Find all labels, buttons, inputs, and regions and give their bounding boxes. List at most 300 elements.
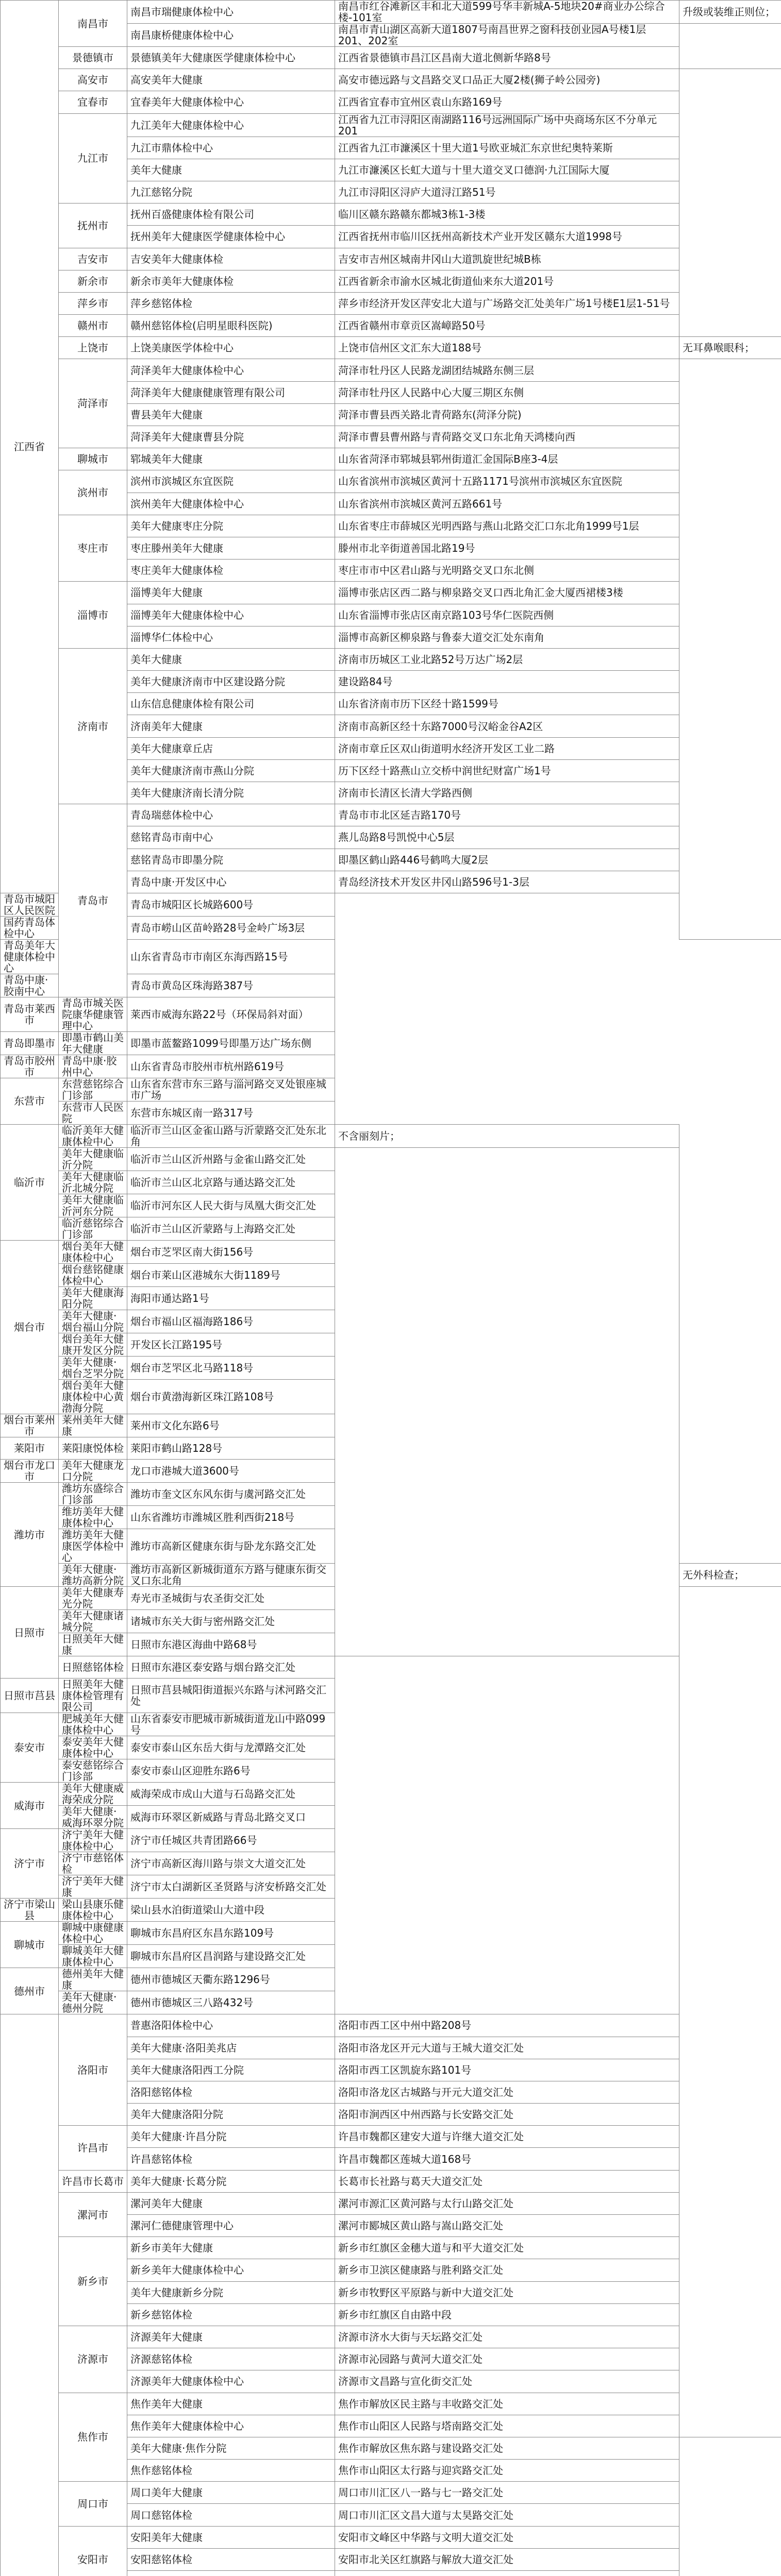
clinic-name-cell: 青岛中康·胶州中心: [59, 1055, 127, 1078]
address-cell: [335, 2571, 679, 2576]
city-cell: 景德镇市: [59, 47, 127, 69]
clinic-name-cell: 泰安美年大健康体检中心: [59, 1736, 127, 1759]
address-cell: 建设路84号: [335, 671, 679, 693]
clinic-name-cell: 维坊美年大健康体检中心: [59, 1506, 127, 1529]
address-cell: 威海荣成市成山大道与石岛路交汇处: [127, 1783, 335, 1806]
clinic-name-cell: 青岛中康·胶南中心: [1, 974, 59, 997]
table-row: [1, 1806, 781, 1829]
address-cell: 许昌市魏都区莲城大道168号: [335, 2148, 679, 2170]
table-row: [1, 292, 781, 314]
address-cell: 菏泽市曹县曹州路与青荷路交叉口东北角天鸿楼向西: [335, 426, 679, 448]
clinic-name-cell: 美年大健康新乡分院: [127, 2281, 335, 2303]
clinic-name-cell: 淄博华仁体检中心: [127, 626, 335, 648]
address-cell: 山东省菏泽市郓城县郓州街道汇金国际B座3-4层: [335, 448, 679, 470]
table-row: [1, 1124, 781, 1147]
clinic-name-cell: 曹县美年大健康: [127, 403, 335, 426]
clinic-name-cell: 高安美年大健康: [127, 69, 335, 91]
address-cell: 上饶市信州区文汇东大道188号: [335, 337, 679, 359]
province-cell: 江西省: [1, 1, 59, 893]
clinic-name-cell: 日照美年大健康: [59, 1633, 127, 1656]
address-cell: 江西省九江市浔阳区南湖路116号远洲国际广场中央商场东区不分单元201: [335, 113, 679, 137]
clinic-name-cell: 洛阳慈铭体检: [127, 2081, 335, 2103]
table-row: [1, 1736, 781, 1759]
address-cell: 青岛市市北区延吉路170号: [335, 804, 679, 826]
clinic-name-cell: 美年大健康龙口分院: [59, 1460, 127, 1483]
address-cell: 济宁市任城区共青团路66号: [127, 1829, 335, 1852]
address-cell: 烟台市福山区福海路186号: [127, 1310, 335, 1333]
address-cell: 临川区赣东路赣东都城3栋1-3楼: [335, 204, 679, 226]
address-cell: 梁山县水泊街道梁山大道中段: [127, 1899, 335, 1922]
table-row: [1, 1055, 781, 1078]
clinic-list-body: [1, 1, 781, 2576]
clinic-name-cell: 泰安慈铭综合门诊部: [59, 1759, 127, 1783]
address-cell: 高安市德远路与文昌路交叉口品正大厦2楼(狮子岭公园旁): [335, 69, 679, 91]
clinic-name-cell: 景德镇美年大健康医学健康体检中心: [127, 47, 335, 69]
address-cell: 菏泽市牡丹区人民路中心大厦三期区东侧: [335, 381, 679, 403]
table-row: [1, 1101, 781, 1124]
remark-cell: [335, 1147, 679, 1656]
city-cell: 菏泽市: [59, 359, 127, 448]
province-cell: [1, 2014, 59, 2576]
address-cell: 安阳市文峰区中华路与文明大道交汇处: [335, 2526, 679, 2548]
table-row: [1, 1899, 781, 1922]
city-cell: 济南市: [59, 648, 127, 804]
address-cell: 安阳市北关区红旗路与解放大道交汇处: [335, 2548, 679, 2570]
address-cell: 菏泽市牡丹区人民路龙湖团结城路东侧三层: [335, 359, 679, 381]
address-cell: 山东省潍坊市潍城区胜利西街218号: [127, 1506, 335, 1529]
clinic-name-cell: 国药青岛体检中心: [1, 916, 59, 939]
table-row: [1, 515, 781, 537]
table-row: [1, 1968, 781, 1991]
address-cell: 日照市东港区泰安路与烟台路交汇处: [127, 1656, 335, 1679]
clinic-name-cell: 慈铭青岛市即墨分院: [127, 849, 335, 871]
city-cell: 烟台市龙口市: [1, 1460, 59, 1483]
clinic-name-cell: 潍坊东盛综合门诊部: [59, 1483, 127, 1506]
address-cell: 吉安市吉州区城南井冈山大道凯旋世纪城B栋: [335, 248, 679, 270]
address-cell: 德州市德城区天衢东路1296号: [127, 1968, 335, 1991]
city-cell: 济宁市: [1, 1829, 59, 1899]
address-cell: 山东省青岛市胶州市杭州路619号: [127, 1055, 335, 1078]
table-row: [1, 1759, 781, 1783]
address-cell: 临沂市兰山区沂蒙路与上海路交汇处: [127, 1217, 335, 1240]
address-cell: 莱州市文化东路6号: [127, 1414, 335, 1437]
clinic-name-cell: 新乡慈铭体检: [127, 2303, 335, 2326]
address-cell: 济南市高新区经十东路7000号汉峪金谷A2区: [335, 715, 679, 737]
clinic-name-cell: 临沂美年大健康体检中心: [59, 1124, 127, 1147]
city-cell: 德州市: [1, 1968, 59, 2014]
clinic-name-cell: 郓城美年大健康: [127, 448, 335, 470]
clinic-name-cell: 济源慈铭体检: [127, 2348, 335, 2370]
clinic-name-cell: 许昌慈铭体检: [127, 2148, 335, 2170]
city-cell: 莱阳市: [1, 1437, 59, 1459]
clinic-name-cell: 吉安美年大健康体检: [127, 248, 335, 270]
clinic-name-cell: 聊城美年大健康体检中心: [59, 1945, 127, 1968]
table-row: [1, 1922, 781, 1945]
address-cell: 许昌市魏都区建安大道与许继大道交汇处: [335, 2126, 679, 2148]
clinic-name-cell: 焦作美年大健康: [127, 2393, 335, 2415]
city-cell: 周口市: [59, 2482, 127, 2526]
address-cell: 聊城市东昌府区东昌东路109号: [127, 1922, 335, 1945]
table-row: [1, 1945, 781, 1968]
table-row: [1, 270, 781, 292]
address-cell: 东营市东城区南一路317号: [127, 1101, 335, 1124]
city-cell: 南昌市: [59, 1, 127, 47]
address-cell: 山东省滨州市滨城区黄河十五路1171号滨州市滨城区东宜医院: [335, 470, 679, 493]
address-cell: 漯河市郾城区黄山路与嵩山路交汇处: [335, 2215, 679, 2237]
remark-cell: [679, 24, 781, 69]
clinic-name-cell: 美年大健康枣庄分院: [127, 515, 335, 537]
address-cell: 山东省淄博市张店区南京路103号华仁医院西侧: [335, 604, 679, 626]
address-cell: 潍坊市奎文区东风东街与虞河路交汇处: [127, 1483, 335, 1506]
clinic-name-cell: 上饶美康医学体检中心: [127, 337, 335, 359]
address-cell: 江西省九江市濂溪区十里大道1号欧亚城汇东京世纪奥特莱斯: [335, 137, 679, 159]
table-row: [1, 2393, 781, 2415]
address-cell: 周口市川汇区文昌大道与太昊路交汇处: [335, 2504, 679, 2526]
address-cell: 山东省滨州市滨城区黄河五路661号: [335, 493, 679, 515]
address-cell: 长葛市长社路与葛天大道交汇处: [335, 2170, 679, 2192]
clinic-name-cell: 萍乡慈铭体检: [127, 292, 335, 314]
city-cell: 抚州市: [59, 204, 127, 248]
address-cell: 新乡市红旗区金穗大道与和平大道交汇处: [335, 2237, 679, 2259]
address-cell: 洛阳市涧西区中州西路与长安路交汇处: [335, 2104, 679, 2126]
clinic-name-cell: 新乡美年大健康体检中心: [127, 2259, 335, 2281]
clinic-name-cell: 滨州美年大健康体检中心: [127, 493, 335, 515]
clinic-name-cell: 美年大健康海阳分院: [59, 1286, 127, 1310]
city-cell: 许昌市: [59, 2126, 127, 2170]
address-cell: 开发区长江路195号: [127, 1333, 335, 1356]
city-cell: 济源市: [59, 2326, 127, 2393]
clinic-name-cell: 济宁市慈铭体检: [59, 1852, 127, 1875]
table-row: [1, 1078, 781, 1101]
clinic-name-cell: 赣州慈铭体检(启明星眼科医院): [127, 315, 335, 337]
clinic-name-cell: 安阳美年大健康: [127, 2526, 335, 2548]
address-cell: 洛阳市西工区凯旋东路101号: [335, 2059, 679, 2081]
clinic-name-cell: 莱州美年大健康: [59, 1414, 127, 1437]
address-cell: 焦作市山阳区人民路与塔南路交汇处: [335, 2415, 679, 2437]
table-row: [1, 582, 781, 604]
table-row: [1, 1875, 781, 1899]
clinic-name-cell: 青岛市城关医院康华健康管理中心: [59, 997, 127, 1031]
address-cell: 周口市川汇区八一路与七一路交汇处: [335, 2482, 679, 2504]
city-cell: 烟台市: [1, 1240, 59, 1414]
table-row: [1, 2170, 781, 2192]
table-row: [1, 1829, 781, 1852]
city-cell: 安阳市: [59, 2526, 127, 2576]
city-cell: 泰安市: [1, 1713, 59, 1783]
remark-cell: 无外科检查；: [679, 1564, 781, 1587]
address-cell: 泰安市泰山区东岳大街与龙潭路交汇处: [127, 1736, 335, 1759]
table-row: [1, 337, 781, 359]
address-cell: 即墨市蓝鳌路1099号即墨万达广场东侧: [127, 1031, 335, 1055]
address-cell: 莱西市威海东路22号（环保局斜对面）: [127, 997, 335, 1031]
city-cell: 日照市: [1, 1587, 59, 1679]
address-cell: 淄博市高新区柳泉路与鲁泰大道交汇处东南角: [335, 626, 679, 648]
address-cell: 济源市济水大街与天坛路交汇处: [335, 2326, 679, 2348]
clinic-name-cell: 美年大健康: [127, 648, 335, 670]
city-cell: 宜春市: [59, 91, 127, 113]
address-cell: 洛阳市西工区中州中路208号: [335, 2014, 679, 2037]
clinic-name-cell: 九江美年大健康体检中心: [127, 113, 335, 137]
clinic-name-cell: 美年大健康诸城分院: [59, 1610, 127, 1633]
table-row: [1, 2192, 781, 2214]
clinic-name-cell: 青岛美年大健康体检中心: [1, 939, 59, 974]
table-row: [1, 204, 781, 226]
clinic-name-cell: 美年大健康济南市中区建设路分院: [127, 671, 335, 693]
clinic-name-cell: 济宁美年大健康体检中心: [59, 1829, 127, 1852]
address-cell: 山东省泰安市肥城市新城街道龙山中路099号: [127, 1713, 335, 1736]
clinic-name-cell: 滨州市滨城区东宜医院: [127, 470, 335, 493]
address-cell: 龙口市港城大道3600号: [127, 1460, 335, 1483]
clinic-name-cell: 美年大健康章丘店: [127, 737, 335, 759]
clinic-name-cell: 临沂慈铭综合门诊部: [59, 1217, 127, 1240]
clinic-name-cell: 美年大健康·烟台福山分院: [59, 1310, 127, 1333]
clinic-name-cell: 抚州百盛健康体检有限公司: [127, 204, 335, 226]
clinic-name-cell: 美年大健康·长葛分院: [127, 2170, 335, 2192]
address-cell: 济南市历城区工业北路52号万达广场2层: [335, 648, 679, 670]
clinic-name-cell: 周口美年大健康: [127, 2482, 335, 2504]
clinic-name-cell: 美年大健康临沂分院: [59, 1147, 127, 1171]
clinic-name-cell: 九江慈铭分院: [127, 181, 335, 203]
clinic-name-cell: 南昌康桥健康体检中心: [127, 24, 335, 47]
clinic-name-cell: 菏泽美年大健康健康管理有限公司: [127, 381, 335, 403]
clinic-name-cell: 即墨市鹤山美年大健康: [59, 1031, 127, 1055]
address-cell: 洛阳市洛龙区古城路与开元大道交汇处: [335, 2081, 679, 2103]
table-row: [1, 804, 781, 826]
clinic-name-cell: 美年大健康·威海环翠分院: [59, 1806, 127, 1829]
address-cell: 南昌市青山湖区高新大道1807号南昌世界之窗科技创业园A号楼1层201、202室: [335, 24, 679, 47]
address-cell: 泰安市泰山区迎胜东路6号: [127, 1759, 335, 1783]
table-row: [1, 1783, 781, 1806]
remark-cell: 不含丽刻片；: [335, 1124, 679, 1147]
address-cell: 寿光市圣城街与农圣街交汇处: [127, 1587, 335, 1610]
table-row: [1, 248, 781, 270]
address-cell: 新乡市卫滨区健康路与胜利路交汇处: [335, 2259, 679, 2281]
table-row: [1, 47, 781, 69]
table-row: [1, 113, 781, 137]
city-cell: 吉安市: [59, 248, 127, 270]
clinic-name-cell: 抚州美年大健康医学健康体检中心: [127, 226, 335, 248]
clinic-name-cell: 济源美年大健康: [127, 2326, 335, 2348]
remark-cell: 升级或装维正则位；: [679, 1, 781, 24]
clinic-name-cell: 美年大健康洛阳西工分院: [127, 2059, 335, 2081]
table-row: [1, 2014, 781, 2037]
table-row: [1, 2237, 781, 2259]
clinic-name-cell: 济源美年大健康体检中心: [127, 2370, 335, 2393]
city-cell: 焦作市: [59, 2393, 127, 2482]
address-cell: 临沂市兰山区沂州路与金雀山路交汇处: [127, 1147, 335, 1171]
clinic-name-cell: 美年大健康济南长清分院: [127, 782, 335, 804]
address-cell: 九江市浔阳区浔庐大道浔江路51号: [335, 181, 679, 203]
address-cell: 江西省赣州市章贡区嵩嶂路50号: [335, 315, 679, 337]
table-row: [1, 470, 781, 493]
address-cell: 济南市章丘区双山街道明水经济开发区工业二路: [335, 737, 679, 759]
clinic-name-cell: 日照美年大健康体检管理有限公司: [59, 1679, 127, 1713]
address-cell: 即墨区鹤山路446号鹤鸣大厦2层: [335, 849, 679, 871]
address-cell: 江西省新余市渝水区城北街道仙来东大道201号: [335, 270, 679, 292]
address-cell: 烟台市莱山区港城东大街1189号: [127, 1263, 335, 1286]
clinic-name-cell: 聊城中康健康体检中心: [59, 1922, 127, 1945]
table-row: [1, 1679, 781, 1713]
city-cell: 枣庄市: [59, 515, 127, 582]
address-cell: 南昌市红谷滩新区丰和北大道599号华丰新城A-5地块20#商业办公综合楼-101室: [335, 1, 679, 24]
table-row: [1, 1, 781, 24]
address-cell: 漯河市源汇区黄河路与太行山路交汇处: [335, 2192, 679, 2214]
address-cell: 焦作市解放区焦东路与建设路交汇处: [335, 2437, 679, 2459]
clinic-name-cell: 美年大健康·烟台芝罘分院: [59, 1356, 127, 1379]
city-cell: 青岛市莱西市: [1, 997, 59, 1031]
city-cell: 聊城市: [1, 1922, 59, 1968]
address-cell: 海阳市通达路1号: [127, 1286, 335, 1310]
city-cell: 漯河市: [59, 2192, 127, 2236]
clinic-name-cell: 美年大健康临沂河东分院: [59, 1194, 127, 1217]
city-cell: 临沂市: [1, 1124, 59, 1240]
address-cell: 山东省青岛市市南区东海西路15号: [127, 939, 335, 974]
city-cell: 新余市: [59, 270, 127, 292]
table-row: [1, 648, 781, 670]
clinic-name-cell: 美年大健康: [127, 159, 335, 181]
address-cell: 日照市莒县城阳街道振兴东路与沭河路交汇处: [127, 1679, 335, 1713]
city-cell: 青岛市: [59, 804, 127, 997]
address-cell: 滕州市北辛街道善国北路19号: [335, 537, 679, 559]
clinic-name-cell: 菏泽美年大健康体检中心: [127, 359, 335, 381]
city-cell: 滨州市: [59, 470, 127, 515]
clinic-name-cell: 烟台美年大健康开发区分院: [59, 1333, 127, 1356]
clinic-name-cell: 新余市美年大健康体检: [127, 270, 335, 292]
address-cell: 燕儿岛路8号凯悦中心5层: [335, 826, 679, 849]
table-row: [1, 997, 781, 1031]
city-cell: 新乡市: [59, 2237, 127, 2326]
clinic-name-cell: 美年大健康寿光分院: [59, 1587, 127, 1610]
city-cell: 淄博市: [59, 582, 127, 649]
clinic-name-cell: 南昌市瑞健康体检中心: [127, 1, 335, 24]
clinic-name-cell: 潍坊美年大健康医学体检中心: [59, 1529, 127, 1564]
clinic-name-cell: 莱阳康悦体检: [59, 1437, 127, 1459]
clinic-name-cell: 美年大健康临沂北城分院: [59, 1171, 127, 1194]
address-cell: 聊城市东昌府区昌润路与建设路交汇处: [127, 1945, 335, 1968]
address-cell: 历下区经十路燕山立交桥中润世纪财富广场1号: [335, 759, 679, 782]
clinic-name-cell: 美年大健康洛阳分院: [127, 2104, 335, 2126]
table-row: [1, 315, 781, 337]
clinic-name-cell: [127, 2571, 335, 2576]
address-cell: 德州市德城区三八路432号: [127, 1991, 335, 2014]
remark-cell: [679, 359, 781, 940]
city-cell: 济宁市梁山县: [1, 1899, 59, 1922]
clinic-name-cell: 枣庄美年大健康体检: [127, 560, 335, 582]
address-cell: 青岛市崂山区苗岭路28号金岭广场3层: [127, 916, 335, 939]
clinic-name-cell: 山东信息健康体检有限公司: [127, 693, 335, 715]
address-cell: 莱阳市鹤山路128号: [127, 1437, 335, 1459]
table-row: [1, 1031, 781, 1055]
clinic-name-cell: 焦作美年大健康体检中心: [127, 2415, 335, 2437]
address-cell: 潍坊市高新区新城街道东方路与健康东街交叉口东北角: [127, 1564, 335, 1587]
table-row: [1, 1147, 781, 1171]
table-row: [1, 91, 781, 113]
address-cell: 济源市沁园路与黄河大道交汇处: [335, 2348, 679, 2370]
address-cell: 菏泽市曹县西关路北青荷路东(菏泽分院): [335, 403, 679, 426]
table-row: [1, 359, 781, 381]
address-cell: 江西省抚州市临川区抚州高新技术产业开发区赣东大道1998号: [335, 226, 679, 248]
table-row: [1, 1656, 781, 1679]
city-cell: 萍乡市: [59, 292, 127, 314]
table-row: [1, 2482, 781, 2504]
clinic-name-cell: 青岛中康·开发区中心: [127, 871, 335, 893]
address-cell: 萍乡市经济开发区萍安北大道与广场路交汇处美年广场1号楼E1层1-51号: [335, 292, 679, 314]
address-cell: 青岛市城阳区长城路600号: [127, 893, 335, 916]
clinic-name-cell: 新乡市美年大健康: [127, 2237, 335, 2259]
city-cell: 九江市: [59, 113, 127, 204]
clinic-name-cell: 淄博美年大健康: [127, 582, 335, 604]
address-cell: 烟台市芝罘区北马路118号: [127, 1356, 335, 1379]
address-cell: 临沂市兰山区金雀山路与沂蒙路交汇处东北角: [127, 1124, 335, 1147]
clinic-name-cell: 青岛瑞慈体检中心: [127, 804, 335, 826]
clinic-name-cell: 普惠洛阳体检中心: [127, 2014, 335, 2037]
city-cell: 许昌市长葛市: [59, 2170, 127, 2192]
clinic-name-cell: 美年大健康·焦作分院: [127, 2437, 335, 2459]
address-cell: 江西省景德镇市昌江区昌南大道北侧新华路8号: [335, 47, 679, 69]
clinic-name-cell: 焦作慈铭体检: [127, 2460, 335, 2482]
clinic-name-cell: 周口慈铭体检: [127, 2504, 335, 2526]
address-cell: 山东省枣庄市薛城区光明西路与燕山北路交汇口东北角1999号1层: [335, 515, 679, 537]
address-cell: 潍坊市高新区健康东街与卧龙东路交汇处: [127, 1529, 335, 1564]
city-cell: 高安市: [59, 69, 127, 91]
table-row: [1, 1713, 781, 1736]
table-row: [1, 2526, 781, 2548]
table-row: [1, 1991, 781, 2014]
clinic-name-cell: 东营慈铭综合门诊部: [59, 1078, 127, 1101]
clinic-name-cell: 德州美年大健康: [59, 1968, 127, 1991]
address-cell: 威海市环翠区新威路与青岛北路交叉口: [127, 1806, 335, 1829]
remark-cell: 无耳鼻喉眼科；: [679, 337, 781, 359]
table-row: [1, 448, 781, 470]
clinic-name-cell: 漯河仁德健康管理中心: [127, 2215, 335, 2237]
address-cell: 临沂市河东区人民大街与凤凰大街交汇处: [127, 1194, 335, 1217]
address-cell: 山东省济南市历下区经十路1599号: [335, 693, 679, 715]
address-cell: 济源市文昌路与宣化街交汇处: [335, 2370, 679, 2393]
address-cell: 诸城市东关大街与密州路交汇处: [127, 1610, 335, 1633]
clinic-name-cell: 九江市鼎体检中心: [127, 137, 335, 159]
city-cell: 日照市莒县: [1, 1679, 59, 1713]
address-cell: 青岛经济技术开发区井冈山路596号1-3层: [335, 871, 679, 893]
clinic-name-cell: 淄博美年大健康体检中心: [127, 604, 335, 626]
address-cell: 临沂市兰山区北京路与通达路交汇处: [127, 1171, 335, 1194]
address-cell: 洛阳市洛龙区开元大道与王城大道交汇处: [335, 2037, 679, 2059]
clinic-name-cell: 日照慈铭体检: [59, 1656, 127, 1679]
table-row: [1, 69, 781, 91]
clinic-name-cell: 美年大健康·许昌分院: [127, 2126, 335, 2148]
address-cell: 烟台市芝罘区南大街156号: [127, 1240, 335, 1263]
address-cell: 日照市东港区海曲中路68号: [127, 1633, 335, 1656]
address-cell: 济宁市高新区海川路与崇文大道交汇处: [127, 1852, 335, 1875]
clinic-name-cell: 漯河美年大健康: [127, 2192, 335, 2214]
city-cell: 威海市: [1, 1783, 59, 1829]
city-cell: 潍坊市: [1, 1483, 59, 1587]
address-cell: 新乡市红旗区自由路中段: [335, 2303, 679, 2326]
table-row: [1, 1852, 781, 1875]
clinic-name-cell: 美年大健康·潍坊高新分院: [59, 1564, 127, 1587]
address-cell: 焦作市解放区民主路与丰收路交汇处: [335, 2393, 679, 2415]
clinic-name-cell: 烟台美年大健康体检中心黄渤海分院: [59, 1379, 127, 1414]
clinic-name-cell: 济宁美年大健康: [59, 1875, 127, 1899]
city-cell: 赣州市: [59, 315, 127, 337]
address-cell: 江西省宜春市宜州区袁山东路169号: [335, 91, 679, 113]
clinic-name-cell: 烟台美年大健康体检中心: [59, 1240, 127, 1263]
clinic-name-cell: 宜春美年大健康体检中心: [127, 91, 335, 113]
city-cell: 青岛即墨市: [1, 1031, 59, 1055]
clinic-name-cell: 枣庄滕州美年大健康: [127, 537, 335, 559]
address-cell: 烟台市黄渤海新区珠江路108号: [127, 1379, 335, 1414]
city-cell: 烟台市莱州市: [1, 1414, 59, 1437]
clinic-name-cell: 东营市人民医院: [59, 1101, 127, 1124]
